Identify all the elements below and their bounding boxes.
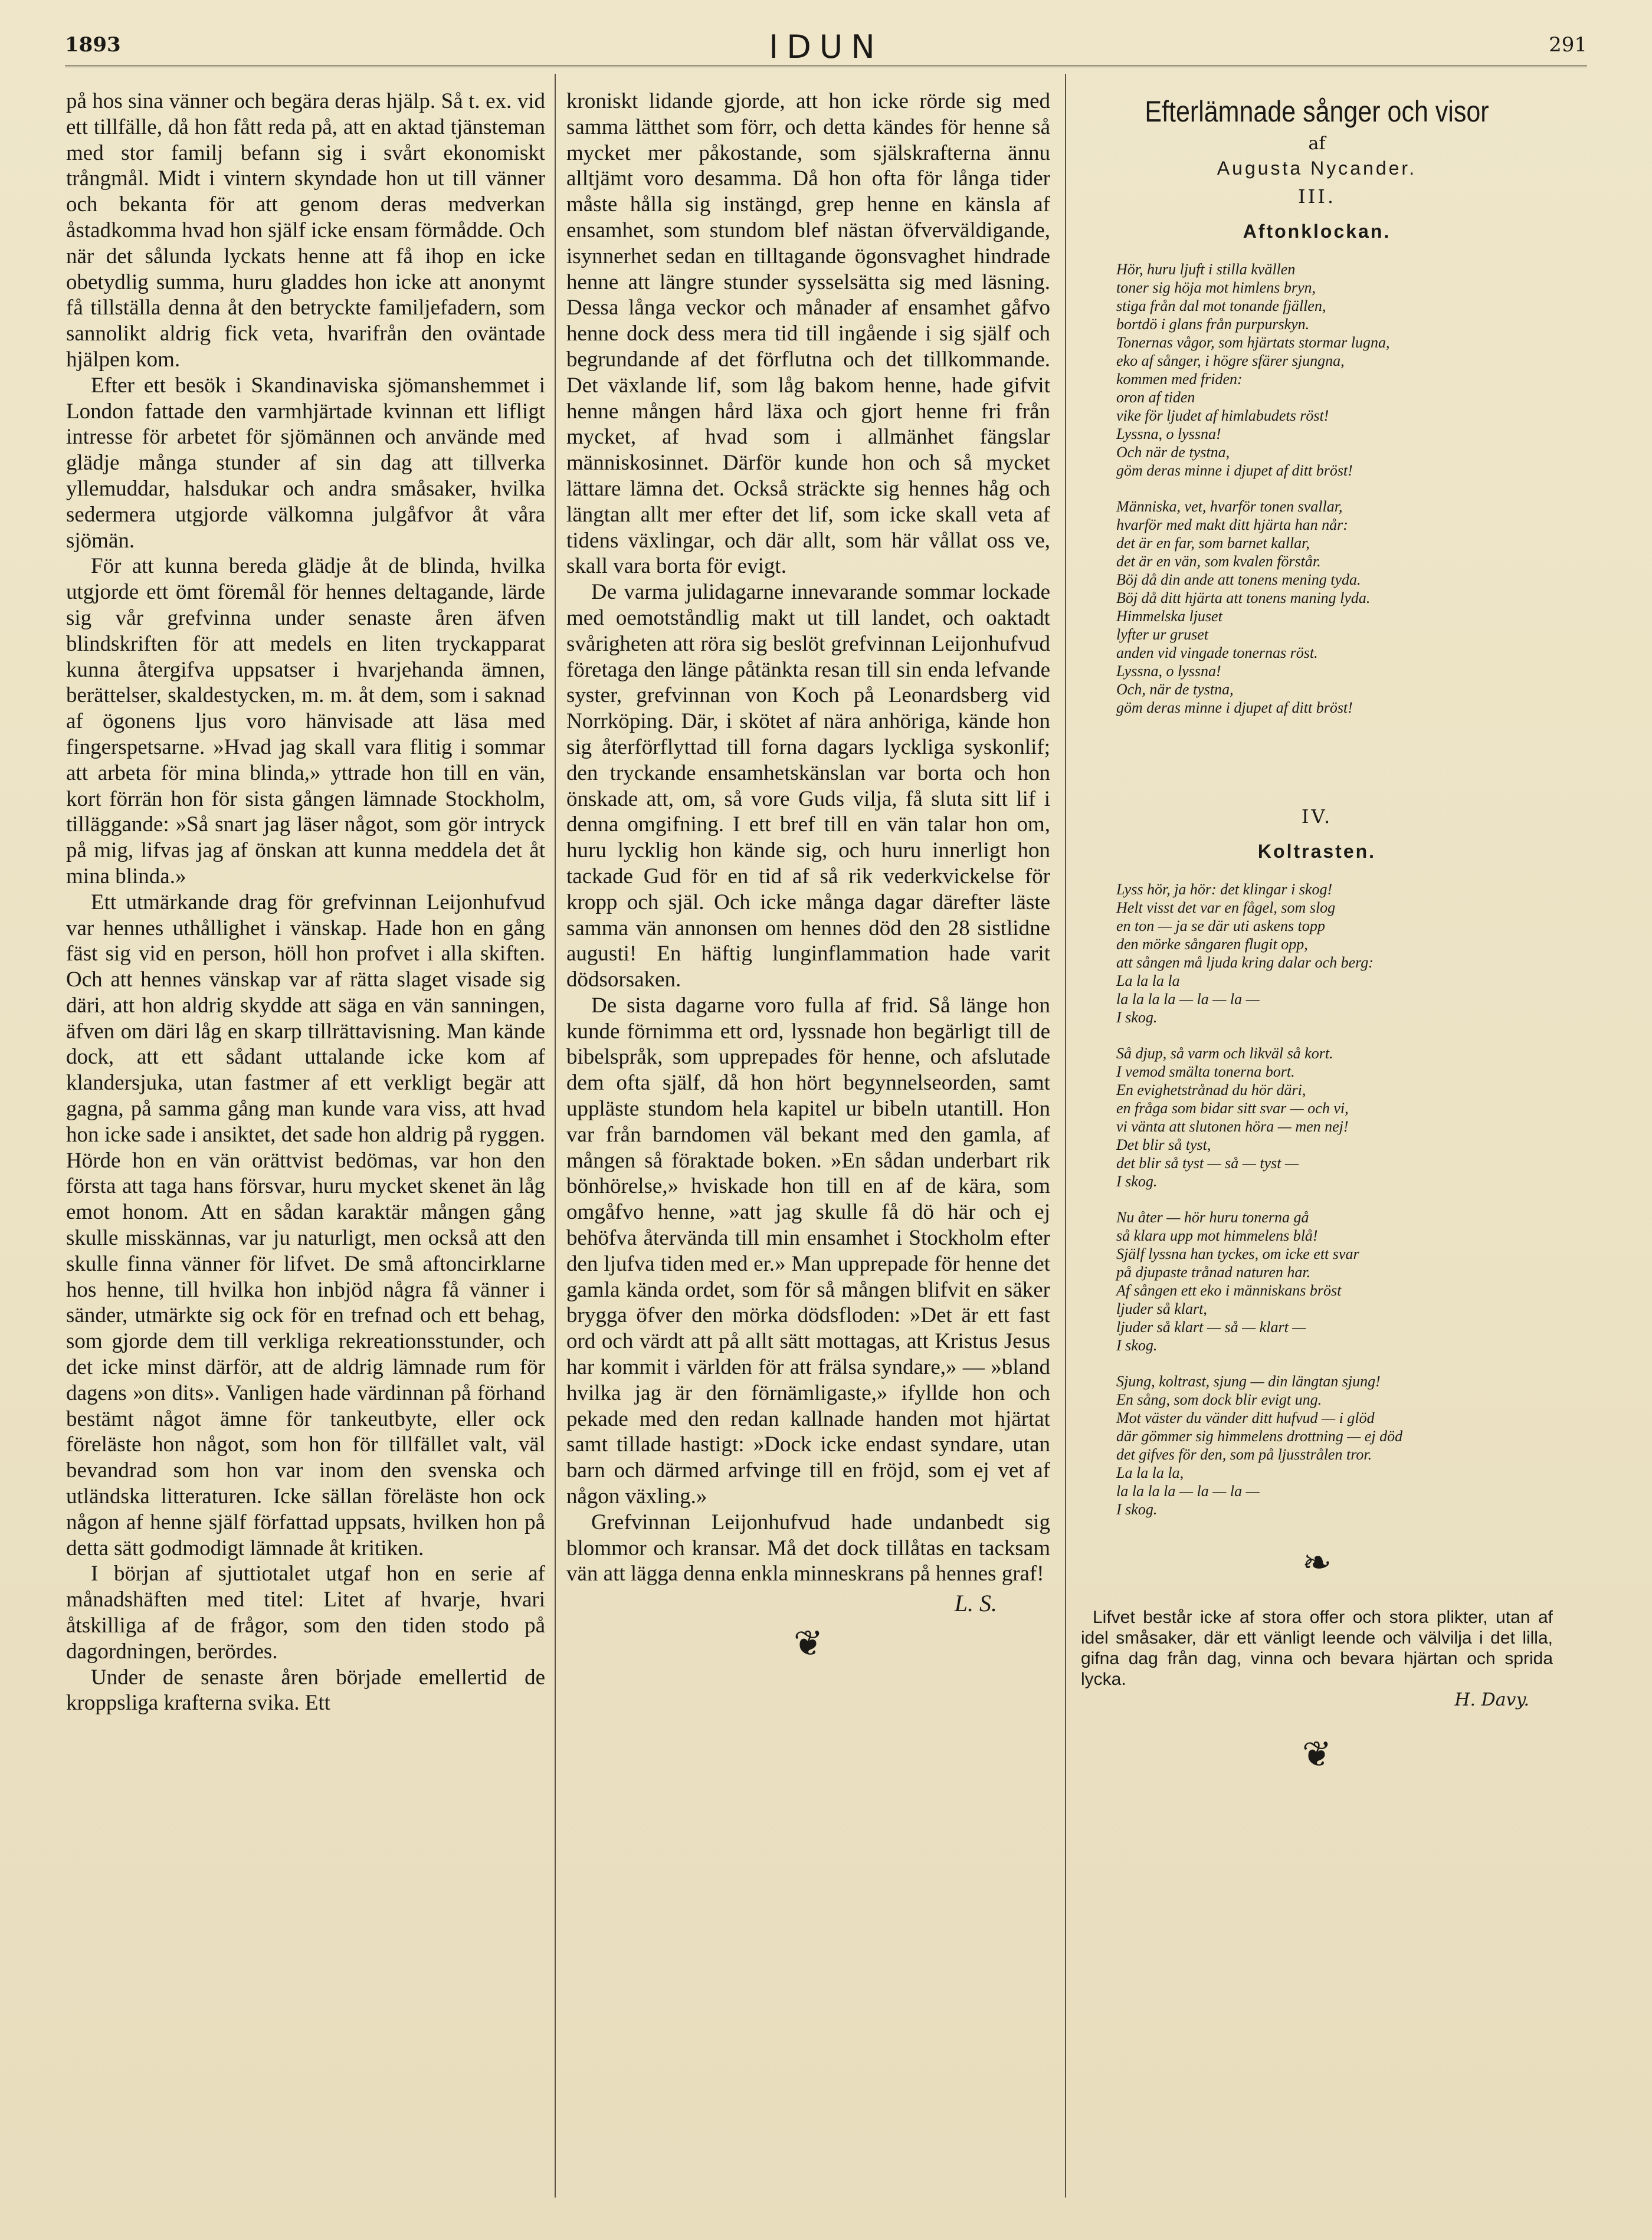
poem-line: Och, när de tystna, (1116, 681, 1234, 698)
column-2 (566, 88, 1050, 2189)
page-number: 291 (1549, 33, 1587, 57)
poem-line: det blir så tyst — så — tyst — (1116, 1155, 1299, 1172)
paragraph: Ett utmärkande drag för grefvinnan Leijonhufvud var hennes uthållighet i vänskap. Hade hon en gång fäst sig vid en person, höll hon profvet i alla skiften. Och att hennes vänskap var af rätta slaget visade sig däri, att hon aldrig skydde att säga en vän sanningen, äfven om däri låg en skarp tillrättavisning. Man kände dock, att ett sådant uttalande icke kom af klandersjuka, utan fastmer af ett verkligt begär att gagna, på samma gång man kunde vara viss, att hvad hon icke sade i ansiktet, det sade hon aldrig på ryggen. Hörde hon en vän orättvist bedömas, var hon den första att taga hans försvar, huru mycket skenet än låg emot honom. Att en sådan karaktär mången gång skulle misskännas, var ju naturligt, men också att den skulle finna vänner för lifvet. De små aftoncirklarne hos henne, till hvilka hon inbjöd några få vänner i sänder, utmärkte sig ock för en trefnad och ett behag, som gjorde dem till verkliga rekreationsstunder, och det icke minst därför, att de aldrig lämnade rum för dagens »on dits». Vanligen hade värdinnan på förhand bestämt något ämne för tankeutbyte, eller ock föreläste hon något, som hon för tillfället valt, väl bevandrad som hon var inom den svenska och utländska litteraturen. Icke sällan föreläste hon ock någon af henne själf författad uppsats, hvilken hon på detta sätt godmodigt lämnade åt kritiken. (66, 890, 545, 1560)
poem-line: I skog. (1116, 1337, 1158, 1354)
poem-line: En sång, som dock blir evigt ung. (1116, 1391, 1322, 1408)
poem-line: En evighetstrånad du hör däri, (1116, 1081, 1306, 1098)
poem-line: Lyss hör, ja hör: det klingar i skog! (1116, 881, 1333, 898)
column-divider (1065, 74, 1066, 2198)
poem-line: ljuder så klart — så — klart — (1116, 1319, 1306, 1336)
paragraph: Under de senaste åren började emellertid de kroppsliga krafterna svika. Ett (66, 1665, 545, 1716)
poem-line: toner sig höja mot himlens bryn, (1116, 279, 1316, 296)
ornament-icon: ❦ (1302, 1734, 1332, 1775)
column-3 (1081, 88, 1553, 2189)
poem-line: en fråga som bidar sitt svar — och vi, (1116, 1100, 1349, 1117)
paragraph: kroniskt lidande gjorde, att hon icke rörde sig med samma lätthet som förr, och detta kändes för henne så mycket mer påkostande, som själskrafterna ännu alltjämt voro desamma. Då hon ofta för långa tider måste hålla sig instängd, grep henne en känsla af ensamhet, som stundom blef nästan öfverväldigande, isynnerhet sedan en tilltagande ögonsvaghet hindrade henne att längre stunder sysselsätta sig med läsning. Dessa långa veckor och månader af ensamhet gåfvo henne dock dess mera tid till ingående i sig själf och begrundande af det förflutna och det tillkommande. Det växlande lif, som låg bakom henne, hade gifvit henne mången hård läxa och gjort henne fri från mycket, af hvad som i allmänhet fängslar människosinnet. Därför kunde hon och så mycket lättare lämna det. Också sträckte sig hennes håg och längtan allt mer efter det lif, som icke skall veta af tidens växlingar, och där allt, som här vållat oss ve, skall vara borta för evigt. (566, 89, 1050, 579)
poem-line: Sjung, koltrast, sjung — din längtan sjung! (1116, 1373, 1381, 1390)
poem-line: Det blir så tyst, (1116, 1136, 1211, 1153)
stanza (1116, 1044, 1553, 1190)
poem-line: Och när de tystna, (1116, 444, 1230, 461)
poem-line: I skog. (1116, 1173, 1158, 1190)
poem-line: på djupaste trånad naturen har. (1116, 1264, 1311, 1281)
paragraph: på hos sina vänner och begära deras hjälp. Så t. ex. vid ett tillfälle, då hon fått reda på, att en aktad tjänsteman med stor familj befann sig i svårt ekonomiskt trångmål. Midt i vintern skyndade hon ut till vänner och bekanta för att genom deras medverkan åstadkomma hvad hon själf icke ensam förmådde. Och när det sålunda lyckats henne att få ihop en icke obetydlig summa, huru gladdes hon icke att anonymt få tillställa denna åt den betryckte familjefadern, som sannolikt aldrig fick veta, hvarifrån den oväntade hjälpen kom. (66, 89, 545, 372)
poem-line: I skog. (1116, 1009, 1158, 1026)
poem-line: lyfter ur gruset (1116, 626, 1208, 643)
poem-line: Så djup, så varm och likväl så kort. (1116, 1045, 1333, 1062)
paragraph: De sista dagarne voro fulla af frid. Så länge hon kunde förnimma ett ord, lyssnade hon begärligt till de bibelspråk, som upprepades för henne, och afslutade dem ofta själf, då hon hört begynnelseorden, samt uppläste stundom hela kapitel ur bibeln utantill. Hon var från barndomen väl bekant med den gamla, af mången så föraktade boken. »En sådan underbart rik bönhörelse,» hviskade hon till en af de kära, som omgåfvo henne, »att jag skulle få dö här och ej behöfva återvända till min ensamhet i Stockholm efter den ljufva tiden med er.» Man upprepade för henne det gamla kända ordet, som för så mången blifvit en säker brygga öfver den mörka dödsfloden: »Det är ett fast ord och värdt att på allt sätt mottagas, att Kristus Jesus har kommit i världen för att frälsa syndare,» — »bland hvilka jag är den förnämligaste,» ifyllde hon och pekade med den redan kallnade handen mot hjärtat samt tillade hastigt: »Dock icke endast syndare, utan barn och därmed arfvinge till en fröjd, som ej vet af någon växling.» (566, 993, 1050, 1509)
column-1 (66, 88, 545, 2189)
stanza (1116, 260, 1553, 480)
poem-line: Hör, huru ljuft i stilla kvällen (1116, 261, 1296, 278)
paragraph: De varma julidagarne innevarande sommar lockade med oemotståndlig makt ut till landet, och oaktadt svårigheten att röra sig beslöt grefvinnan Leijonhufvud företaga den länge påtänkta resan till sin enda lefvande syster, grefvinnan von Koch på Leonardsberg vid Norrköping. Där, i skötet af nära anhöriga, kände hon sig återförflyttad till forna dagars lyckliga syskonlif; den tryckande ensamhetskänslan var borta och hon önskade att, om, så vore Guds vilja, få sluta sitt lif i denna omgifning. I ett bref till en vän talar hon om, huru lycklig hon kände sig, och huru innerligt hon tackade Gud för en tid af så rik vederkvickelse för kropp och själ. Och icke många dagar därefter läste samma vän annonsen om hennes död den 28 sistlidne augusti! En häftig lunginflammation hade varit dödsorsaken. (566, 580, 1050, 992)
poem-line: Själf lyssna han tyckes, om icke ett svar (1116, 1245, 1359, 1262)
stanza (1116, 1372, 1553, 1519)
poem-line: oron af tiden (1116, 389, 1195, 406)
poem-line: eko af sånger, i högre sfärer sjungna, (1116, 352, 1345, 369)
column-2-text (566, 88, 1050, 1587)
poem-collection-title: Efterlämnade sånger och visor (1145, 95, 1489, 128)
section-title: Aftonklockan. (1243, 221, 1391, 242)
poem-koltrasten (1116, 880, 1553, 1519)
paragraph: Efter ett besök i Skandinaviska sjömanshemmet i London fattade den varmhjärtade kvinnan ett lifligt intresse för arbetet för sjömännen och använde med glädje många stunder af sin dag att tillverka yllemuddar, halsdukar och andra småsaker, hvilka sedermera utgjorde välkomna julgåfvor åt våra sjömän. (66, 373, 545, 553)
poem-line: I skog. (1116, 1501, 1158, 1518)
poem-line: Lyssna, o lyssna! (1116, 425, 1221, 442)
poem-line: Människa, vet, hvarför tonen svallar, (1116, 498, 1343, 515)
poem-author: Augusta Nycander. (1217, 158, 1417, 179)
stanza (1116, 1208, 1553, 1355)
poem-line: Böj då din ande att tonens mening tyda. (1116, 571, 1361, 588)
section-number: IV. (1301, 805, 1333, 828)
poem-line: Lyssna, o lyssna! (1116, 663, 1221, 680)
poem-line: bortdö i glans från purpurskyn. (1116, 316, 1310, 333)
stanza (1116, 880, 1553, 1026)
year-label: 1893 (65, 33, 121, 57)
poem-line: La la la la (1116, 972, 1180, 989)
section-number: III. (1297, 185, 1336, 208)
paragraph: I början af sjuttiotalet utgaf hon en serie af månadshäften med titel: Litet af hvarje, hvari åtskilliga af de frågor, som den tiden stodo på dagordningen, berördes. (66, 1562, 545, 1664)
poem-line: det är en vän, som kvalen förstår. (1116, 553, 1321, 570)
poem-line: Mot väster du vänder ditt hufvud — i glöd (1116, 1409, 1375, 1426)
poem-af: af (1308, 133, 1326, 154)
paragraph: Grefvinnan Leijonhufvud hade undanbedt sig blommor och kransar. Må det dock tillåtas en tacksam vän att lägga denna enkla minneskrans på hennes graf! (566, 1510, 1050, 1586)
poem-line: så klara upp mot himmelens blå! (1116, 1227, 1318, 1244)
quote-author: H. Davy. (1454, 1690, 1529, 1710)
poem-line: la la la la — la — la — (1116, 991, 1260, 1008)
poem-line: La la la la, (1116, 1464, 1184, 1481)
poem-line: det gifves för den, som på ljusstrålen tror. (1116, 1446, 1372, 1463)
poem-line: vike för ljudet af himlabudets röst! (1116, 407, 1329, 424)
header-rule (65, 65, 1587, 67)
poem-line: stiga från dal mot tonande fjällen, (1116, 297, 1326, 314)
poem-line: hvarför med makt ditt hjärta han når: (1116, 516, 1348, 533)
section-title: Koltrasten. (1257, 841, 1376, 862)
quote-text: Lifvet består icke af stora offer och stora plikter, utan af idel småsaker, där ett vänligt leende och välvilja i det lilla, gifna dag från dag, vinna och bevara hjärtan och sprida lycka. (1081, 1608, 1553, 1689)
poem-line: att sången må ljuda kring dalar och berg: (1116, 954, 1374, 971)
poem-line: Böj då ditt hjärta att tonens maning lyda. (1116, 589, 1371, 606)
poem-line: anden vid vingade tonernas röst. (1116, 644, 1318, 661)
magazine-title: IDUN (769, 28, 883, 65)
ornament-icon: ❧ (1302, 1542, 1332, 1583)
page-header (65, 28, 1587, 64)
poem-line: där gömmer sig himmelens drottning — ej död (1116, 1428, 1403, 1445)
stanza (1116, 497, 1553, 717)
poem-aftonklockan (1116, 260, 1553, 717)
poem-line: Helt visst det var en fågel, som slog (1116, 899, 1336, 916)
poem-line: vi vänta att slutonen höra — men nej! (1116, 1118, 1349, 1135)
poem-line: det är en far, som barnet kallar, (1116, 534, 1310, 552)
poem-line: Himmelska ljuset (1116, 608, 1222, 625)
poem-line: göm deras minne i djupet af ditt bröst! (1116, 462, 1353, 479)
ornament-icon: ❦ (793, 1623, 824, 1665)
poem-line: en ton — ja se där uti askens topp (1116, 917, 1325, 934)
column-divider (555, 74, 556, 2198)
poem-line: den mörke sångaren flugit opp, (1116, 936, 1308, 953)
poem-line: Af sången ett eko i människans bröst (1116, 1282, 1342, 1299)
poem-line: Tonernas vågor, som hjärtats stormar lugna, (1116, 334, 1390, 351)
poem-line: ljuder så klart, (1116, 1300, 1207, 1317)
poem-line: göm deras minne i djupet af ditt bröst! (1116, 699, 1353, 716)
signature: L. S. (954, 1590, 997, 1617)
poem-line: la la la la — la — la — (1116, 1483, 1260, 1500)
poem-line: Nu åter — hör huru tonerna gå (1116, 1209, 1309, 1226)
poem-line: kommen med friden: (1116, 370, 1243, 388)
poem-line: I vemod smälta tonerna bort. (1116, 1063, 1295, 1080)
paragraph: För att kunna bereda glädje åt de blinda, hvilka utgjorde ett ömt föremål för hennes deltagande, lärde sig vår grefvinna under senaste åren äfven blindskriften för att medels en liten tryckapparat kunna återgifva uppsatser i hvarjehanda ämnen, berättelser, skaldestycken, m. m. åt dem, som i saknad af ögonens ljus voro hänvisade att läsa med fingerspetsarne. »Hvad jag skall vara flitig i sommar att arbeta för mina blinda,» yttrade hon till en vän, kort förrän hon för sista gången lämnade Stockholm, tilläggande: »Så snart jag läser något, som gör intryck på mig, lifvas jag af önskan att kunna meddela det åt mina blinda.» (66, 554, 545, 888)
